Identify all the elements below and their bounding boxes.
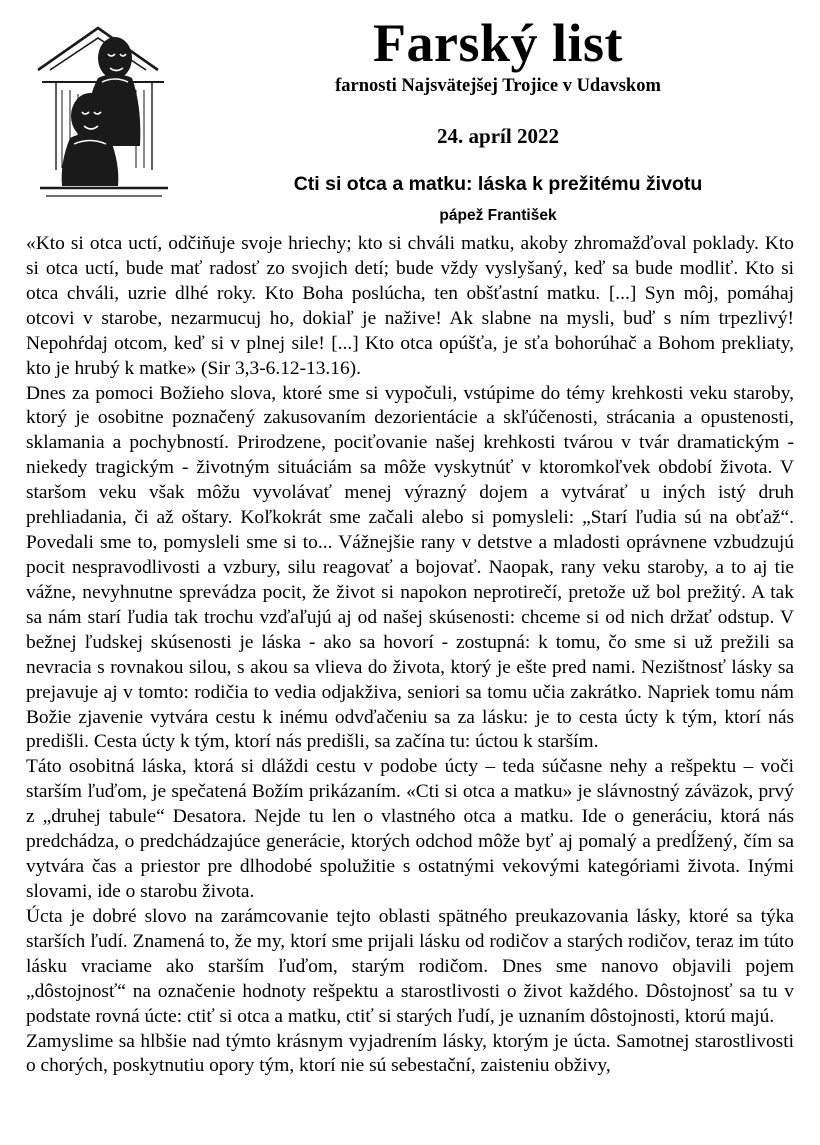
- paragraph: Dnes za pomoci Božieho slova, ktoré sme si vypočuli, vstúpime do témy krehkosti veku staroby, ktorý je osobitne poznačený zakusovaním dezorientácie a skľúčenosti, strácania a opustenosti, sklamania a pochybností. Prirodzene, pociťovanie našej krehkosti tvárou v tvár dramatickým - niekedy tragickým - životným situáciám sa môže vyskytnúť v ktoromkoľvek období života. V staršom veku však môžu vyvolávať menej výrazný dojem a vytvárať u iných istý druh prehliadania, či až oštary. Koľkokrát sme začali alebo si pomysleli: „Starí ľudia sú na obťaž“. Povedali sme to, pomysleli sme si to... Vážnejšie rany v detstve a mladosti oprávnene vzbudzujú pocit nespravodlivosti a vzbury, silu reagovať a bojovať. Naopak, rany veku staroby, a to aj tie vážne, nevyhnutne sprevádza pocit, že život si napokon neprotirečí, pretože už bol prežitý. A tak sa nám starí ľudia tak trochu vzďaľujú aj od našej skúsenosti: chceme si od nich držať odstup. V bežnej ľudskej skúsenosti je láska - ako sa hovorí - zostupná: k tomu, čo sme si už prežili sa nevracia s rovnakou silou, s akou sa vlieva do života, ktorý je ešte pred nami. Nezištnosť lásky sa prejavuje aj v tomto: rodičia to vedia odjakživa, seniori sa tomu učia zakrátko. Napriek tomu nám Božie zjavenie vytvára cestu k inému odvďačeniu sa za lásku: je to cesta úcty k tým, ktorí nás predišli. Cesta úcty k tým, ktorí nás predišli, sa začína tu: úctou k starším.: [26, 382, 794, 753]
- masthead: [26, 14, 794, 226]
- article-author: pápež František: [439, 207, 557, 225]
- paragraph: Úcta je dobré slovo na zarámcovanie tejto oblasti spätného preukazovania lásky, ktoré sa týka starších ľudí. Znamená to, že my, ktorí sme prijali lásku od rodičov a starých rodičov, teraz im túto lásku vraciame ako starším ľuďom, starým rodičom. Dnes sme nanovo objavili pojem „dôstojnosť“ na označenie hodnoty rešpektu a starostlivosti o život každého. Dôstojnosť sa tu v podstate rovná úcte: ctiť si otca a matku, ctiť si starých ľudí, je uznaním dôstojnosti, ktorú majú.: [26, 905, 794, 1027]
- journal-subtitle: farnosti Najsvätejšej Trojice v Udavskom: [335, 76, 661, 97]
- journal-title: Farský list: [372, 13, 623, 73]
- parish-logo-icon: [32, 20, 192, 202]
- article-title: Cti si otca a matku: láska k prežitému životu: [293, 173, 703, 196]
- title-block: [202, 14, 794, 225]
- paragraph: «Kto si otca uctí, odčiňuje svoje hriechy; kto si chváli matku, akoby zhromažďoval poklady. Kto si otca uctí, bude mať radosť zo svojich detí; bude vždy vyslyšaný, keď sa bude modliť. Kto si otca chváli, uzrie dlhé roky. Kto Boha poslúcha, ten obšťastní matku. [...] Syn môj, pomáhaj otcovi v starobe, nezarmucuj ho, dokiaľ je nažive! Ak slabne na mysli, buď s ním trpezlivý! Nepohŕdaj otcom, keď si v plnej sile! [...] Kto otca opúšťa, je sťa bohorúhač a Bohom prekliaty, kto je hrubý k matke» (Sir 3,3-6.12-13.16).: [26, 233, 794, 379]
- article-body: [26, 232, 794, 1079]
- paragraph: Zamyslime sa hlbšie nad týmto krásnym vyjadrením lásky, ktorým je úcta. Samotnej starostlivosti o chorých, poskytnutiu opory tým, ktorí nie sú sebestační, zaisteniu obživy,: [26, 1030, 794, 1077]
- issue-date: 24. apríl 2022: [437, 124, 559, 149]
- paragraph: Táto osobitná láska, ktorá si dláždi cestu v podobe úcty – teda súčasne nehy a rešpektu – voči starším ľuďom, je spečatená Božím prikázaním. «Cti si otca a matku» je slávnostný záväzok, prvý z „druhej tabule“ Desatora. Nejde tu len o vlastného otca a matku. Ide o generáciu, ktorá nás predchádza, o predchádzajúce generácie, ktorých odchod môže byť aj pomalý a predĺžený, čím sa vytvára čas a priestor pre dlhodobé spolužitie s ostatnými vekovými kategóriami života. Inými slovami, ide o starobu života.: [26, 756, 794, 902]
